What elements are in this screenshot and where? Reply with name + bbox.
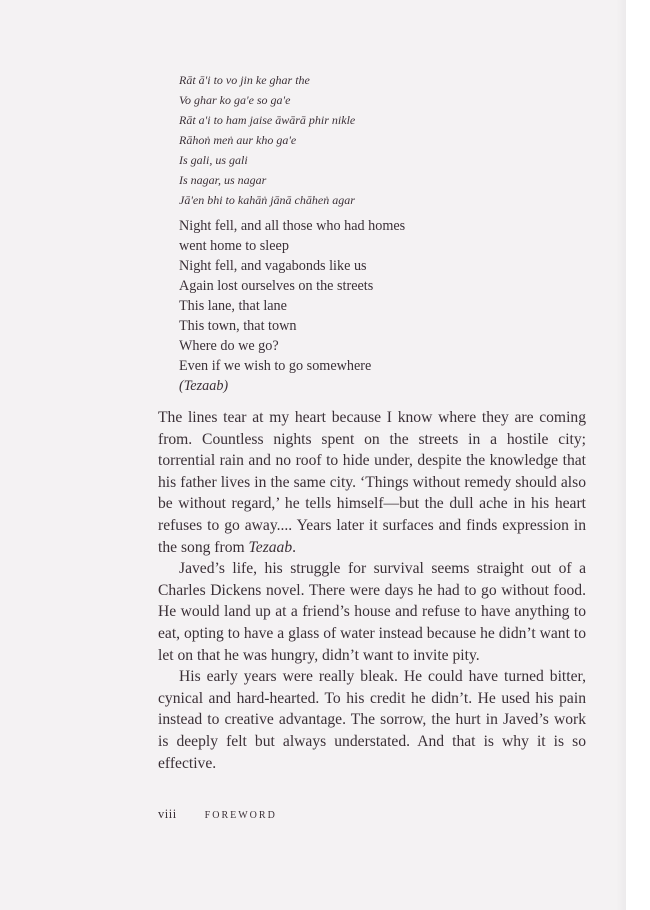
urdu-line: Vo ghar ko ga'e so ga'e <box>179 93 291 107</box>
english-line: This lane, that lane <box>179 298 287 314</box>
urdu-line: Rāt ā'i to vo jin ke ghar the <box>179 73 310 87</box>
urdu-line: Rāhoṅ meṅ aur kho ga'e <box>179 133 297 147</box>
verse-source: (Tezaab) <box>179 378 229 394</box>
urdu-line: Is nagar, us nagar <box>179 173 267 187</box>
verse-urdu <box>179 70 579 210</box>
paragraph-3: His early years were really bleak. He could have turned bitter, cynical and hard-hearted. To his credit he didn’t. He used his pain instead to creative advantage. The sorrow, the hurt in Javed’s work is deeply felt but always understated. And that is why it is so effective. <box>158 668 586 772</box>
english-line: Again lost ourselves on the streets <box>179 278 374 294</box>
page-shadow <box>616 0 626 910</box>
english-line: This town, that town <box>179 318 297 334</box>
urdu-line: Is gali, us gali <box>179 153 248 167</box>
english-line: Where do we go? <box>179 338 279 354</box>
paragraph-1 <box>158 407 586 558</box>
english-line: went home to sleep <box>179 238 289 254</box>
paragraph-1-text: The lines tear at my heart because I know where they are coming from. Countless nights spent on the streets in a hostile city; torrential rain and no roof to hide under, despite the knowledge that his father lives in the same city. ‘Things without remedy should also be without regard,’ he tells himself—but the dull ache in his heart refuses to go away.... Years later it surfaces and finds expression in the song from <box>158 409 586 556</box>
paragraph-1-end: . <box>292 538 297 556</box>
english-line: Even if we wish to go somewhere <box>179 358 372 374</box>
verse-block <box>179 70 579 396</box>
english-line: Night fell, and vagabonds like us <box>179 258 367 274</box>
english-line: Night fell, and all those who had homes <box>179 218 406 234</box>
page-number: viii <box>158 807 177 821</box>
page-margin <box>626 0 650 910</box>
body-text <box>158 407 586 774</box>
running-title: FOREWORD <box>204 810 277 821</box>
song-title-italic: Tezaab <box>248 538 293 556</box>
urdu-line: Rāt a'i to ham jaise āwārā phir nikle <box>179 113 356 127</box>
urdu-line: Jā'en bhi to kahāṅ jānā chāheṅ agar <box>179 193 355 207</box>
verse-english <box>179 216 579 396</box>
paragraph-2: Javed’s life, his struggle for survival seems straight out of a Charles Dickens novel. There were days he had to go without food. He would land up at a friend’s house and refuse to have anything to eat, opting to have a glass of water instead because he didn’t want to let on that he was hungry, didn’t want to invite pity. <box>158 560 586 664</box>
page-footer <box>158 807 277 822</box>
